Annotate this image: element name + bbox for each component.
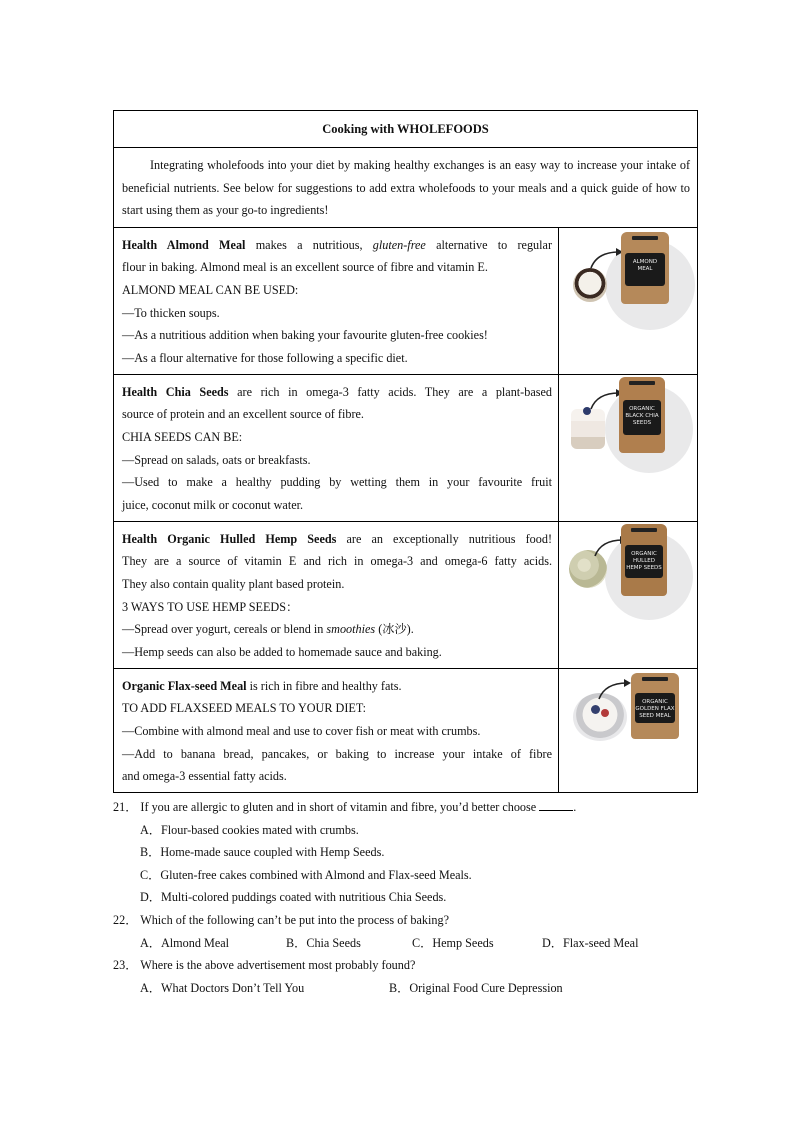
option-21a: A．Flour-based cookies mated with crumbs. [140, 822, 359, 837]
hemp-seeds-bag [621, 524, 667, 596]
product-hemp-text: Health Organic Hulled Hemp Seeds are an exceptionally nutritious food! They are a source of vitamin E and rich in omega-3 and omega-6 fatty acids. They also contain quality plant based protein. 3 WAYS TO USE HEMP SEEDS： —Spread over yogurt, cereals or blend in smoothies (冰沙). —Hemp seeds can also be added to homemade sauce and baking. [114, 521, 559, 668]
arrow-icon [595, 677, 635, 703]
option-21c: C．Gluten-free cakes combined with Almond and Flax-seed Meals. [140, 867, 472, 882]
bag-label: ALMOND MEAL [625, 253, 665, 286]
product-name: Organic Flax-seed Meal [122, 678, 247, 693]
product-chia-image [559, 374, 698, 521]
option-22d: D．Flax-seed Meal [542, 935, 639, 950]
bag-label: ORGANIC BLACK CHIA SEEDS [623, 400, 662, 435]
product-name: Health Organic Hulled Hemp Seeds [122, 531, 337, 546]
wholefoods-table [113, 110, 698, 793]
intro-text: Integrating wholefoods into your diet by making healthy exchanges is an easy way to increase your intake of beneficial nutrients. See below for suggestions to add extra wholefoods to your meals and a quick guide of how to start using them as your go-to ingredients! [122, 158, 691, 218]
option-23b: B．Original Food Cure Depression [389, 980, 563, 995]
product-almond-image [559, 227, 698, 374]
option-22a: A．Almond Meal [140, 935, 230, 950]
almond-meal-bag [621, 232, 669, 304]
intro-paragraph [114, 148, 698, 228]
question-23: 23． Where is the above advertisement most probably found? [113, 958, 416, 973]
product-chia-text: Health Chia Seeds are rich in omega-3 fatty acids. They are a plant-based source of protein and an excellent source of fibre. CHIA SEEDS CAN BE: —Spread on salads, oats or breakfasts. —Used to make a healthy pudding by wetting them in your favourite fruit juice, coconut milk or coconut water. [114, 374, 559, 521]
option-23a: A．What Doctors Don’t Tell You [140, 980, 305, 995]
questions-section [113, 796, 703, 999]
option-22c: C．Hemp Seeds [412, 935, 494, 950]
product-name: Health Almond Meal [122, 237, 246, 252]
option-21b: B．Home-made sauce coupled with Hemp Seeds. [140, 845, 385, 860]
product-flax-image [559, 668, 698, 792]
question-22-options [113, 932, 703, 955]
product-almond-text: Health Almond Meal makes a nutritious, gluten-free alternative to regular flour in baking. Almond meal is an excellent source of fibre and vitamin E. ALMOND MEAL CAN BE USED: —To thicken soups. —As a nutritious addition when baking your favourite gluten-free cookies! —As a flour alternative for those following a specific diet. [114, 227, 559, 374]
table-title: Cooking with WHOLEFOODS [114, 111, 698, 148]
product-flax-text: Organic Flax-seed Meal is rich in fibre and healthy fats. TO ADD FLAXSEED MEALS TO YOUR DIET: —Combine with almond meal and use to cover fish or meat with crumbs. —Add to banana bread, pancakes, or baking to increase your intake of fibre and omega-3 essential fatty acids. [114, 668, 559, 792]
bag-label: ORGANIC GOLDEN FLAX SEED MEAL [635, 693, 675, 723]
question-22: 22． Which of the following can’t be put into the process of baking? [113, 912, 449, 927]
question-23-options [113, 977, 703, 1000]
almond-bowl [573, 268, 607, 302]
answer-blank [539, 798, 573, 811]
bag-label: ORGANIC HULLED HEMP SEEDS [625, 545, 664, 578]
product-name: Health Chia Seeds [122, 384, 229, 399]
advertisement-sheet [113, 110, 697, 793]
option-22b: B．Chia Seeds [286, 935, 361, 950]
chia-pudding [571, 409, 605, 449]
product-hemp-image [559, 521, 698, 668]
chia-seeds-bag [619, 377, 665, 453]
option-21d: D．Multi-colored puddings coated with nutritious Chia Seeds. [140, 890, 447, 905]
flax-seed-meal-bag [631, 673, 679, 739]
question-21: 21． If you are allergic to gluten and in short of vitamin and fibre, you’d better choose . [113, 800, 577, 814]
